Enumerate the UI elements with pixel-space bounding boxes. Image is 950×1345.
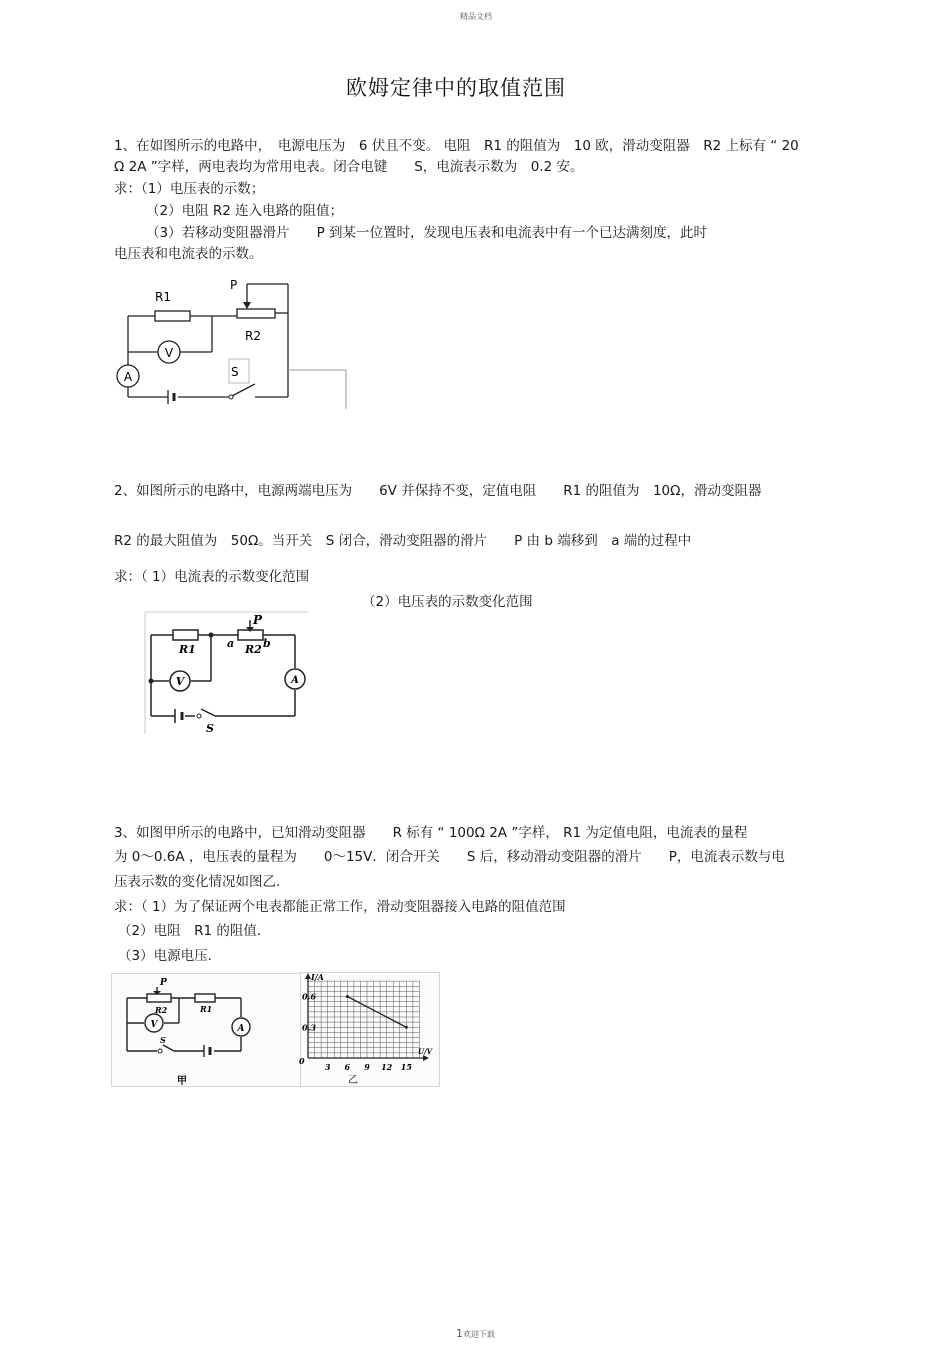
problem-3-question-2: （2）电阻 R1 的阻值． [118, 923, 271, 939]
rheostat-r2 [238, 630, 263, 640]
label-a-end: a [227, 637, 235, 650]
x-tick-label: 15 [400, 1062, 412, 1072]
battery-icon [168, 390, 174, 404]
page-header: 精品文档 [460, 12, 492, 21]
battery-icon [175, 709, 182, 723]
label-r1: R1 [179, 643, 196, 656]
junction-dot [149, 679, 154, 684]
caption-yi: 乙 [348, 1075, 358, 1086]
label-s: S [231, 365, 239, 379]
problem-2-question-2: （2）电压表的示数变化范围 [362, 594, 533, 610]
y-tick-label: 0.6 [302, 991, 316, 1002]
label-a: A [123, 370, 133, 384]
label-v: V [164, 346, 174, 360]
iu-graph-yi [300, 970, 442, 1090]
label-p: P [253, 613, 263, 627]
problem-3-line-3: 压表示数的变化情况如图乙． [114, 874, 290, 890]
y-axis-label: I/A [311, 972, 324, 982]
circuit-diagram-2 [143, 610, 311, 738]
circuit-diagram-3-jia [111, 973, 303, 1096]
label-a: A [291, 675, 299, 686]
switch-icon [197, 714, 201, 718]
resistor-r1 [155, 311, 190, 321]
label-v: V [175, 675, 185, 688]
problem-2-question-1: 求：（ 1）电流表的示数变化范围 [114, 569, 310, 585]
data-point [346, 995, 349, 998]
label-a: A [237, 1024, 245, 1034]
label-r1: R1 [200, 1004, 213, 1014]
problem-1-line-1: 1、在如图所示的电路中， 电源电压为 6 伏且不变。 电阻 R1 的阻值为 10 欧，滑动变阻器 R2 上标有 “ 20 [114, 138, 799, 154]
label-r1: R1 [155, 290, 171, 304]
label-p: P [160, 978, 167, 988]
x-tick-label: 9 [364, 1062, 370, 1072]
problem-3-question-1: 求：（ 1）为了保证两个电表都能正常工作，滑动变阻器接入电路的阻值范围 [114, 899, 566, 915]
resistor-r1 [173, 630, 198, 640]
label-p: P [230, 278, 238, 292]
switch-icon [158, 1049, 162, 1053]
resistor-r1 [195, 994, 215, 1002]
problem-1-line-2: Ω 2A ”字样，两电表均为常用电表。闭合电键 S，电流表示数为 0.2 安。 [114, 159, 584, 175]
label-r2: R2 [155, 1005, 168, 1015]
x-tick-label: 12 [381, 1062, 393, 1072]
problem-2-line-1: 2、如图所示的电路中，电源两端电压为 6V 并保持不变，定值电阻 R1 的阻值为 10Ω，滑动变阻器 [114, 483, 762, 499]
problem-1-question-1: 求：（1）电压表的示数； [114, 181, 265, 197]
problem-3-question-3: （3）电源电压． [118, 948, 222, 964]
problem-1-line-6: 电压表和电流表的示数。 [114, 246, 263, 262]
label-r2: R2 [245, 329, 261, 343]
problem-1-question-2: （2）电阻 R2 连入电路的阻值； [146, 203, 344, 219]
page-title: 欧姆定律中的取值范围 [346, 76, 566, 100]
y-tick-label: 0.3 [302, 1022, 316, 1033]
rheostat-r2 [147, 994, 171, 1002]
footer-text: 欢迎下载 [463, 1330, 495, 1339]
label-r2: R2 [245, 643, 262, 656]
data-point [405, 1026, 408, 1029]
x-tick-label: 6 [344, 1062, 351, 1072]
caption-jia: 甲 [177, 1076, 187, 1087]
rheostat-r2 [237, 309, 275, 318]
label-v: V [150, 1020, 158, 1030]
x-tick-label: 3 [324, 1062, 331, 1072]
label-s: S [160, 1035, 166, 1045]
problem-3-line-1: 3、如图甲所示的电路中，已知滑动变阻器 R 标有 “ 100Ω 2A ”字样， R1 为定值电阻，电流表的量程 [114, 825, 748, 841]
label-s: S [206, 722, 214, 735]
problem-1-question-3: （3）若移动变阻器滑片 P 到某一位置时，发现电压表和电流表中有一个已达满刻度，此时 [146, 225, 708, 241]
origin-label: 0 [299, 1056, 305, 1066]
problem-2-line-2: R2 的最大阻值为 50Ω。当开关 S 闭合，滑动变阻器的滑片 P 由 b 端移到 a 端的过程中 [114, 533, 692, 549]
circuit-diagram-1 [110, 272, 355, 417]
problem-3-line-2: 为 0～0.6A ，电压表的量程为 0～15V．闭合开关 S 后，移动滑动变阻器的滑片 P，电流表示数与电 [114, 849, 785, 865]
label-b-end: b [263, 637, 271, 650]
page-footer [456, 1327, 495, 1340]
slider-arrow-icon [243, 302, 251, 309]
x-axis-label: U/V [418, 1047, 433, 1056]
junction-dot [209, 633, 214, 638]
page-number: 1 [456, 1327, 463, 1340]
